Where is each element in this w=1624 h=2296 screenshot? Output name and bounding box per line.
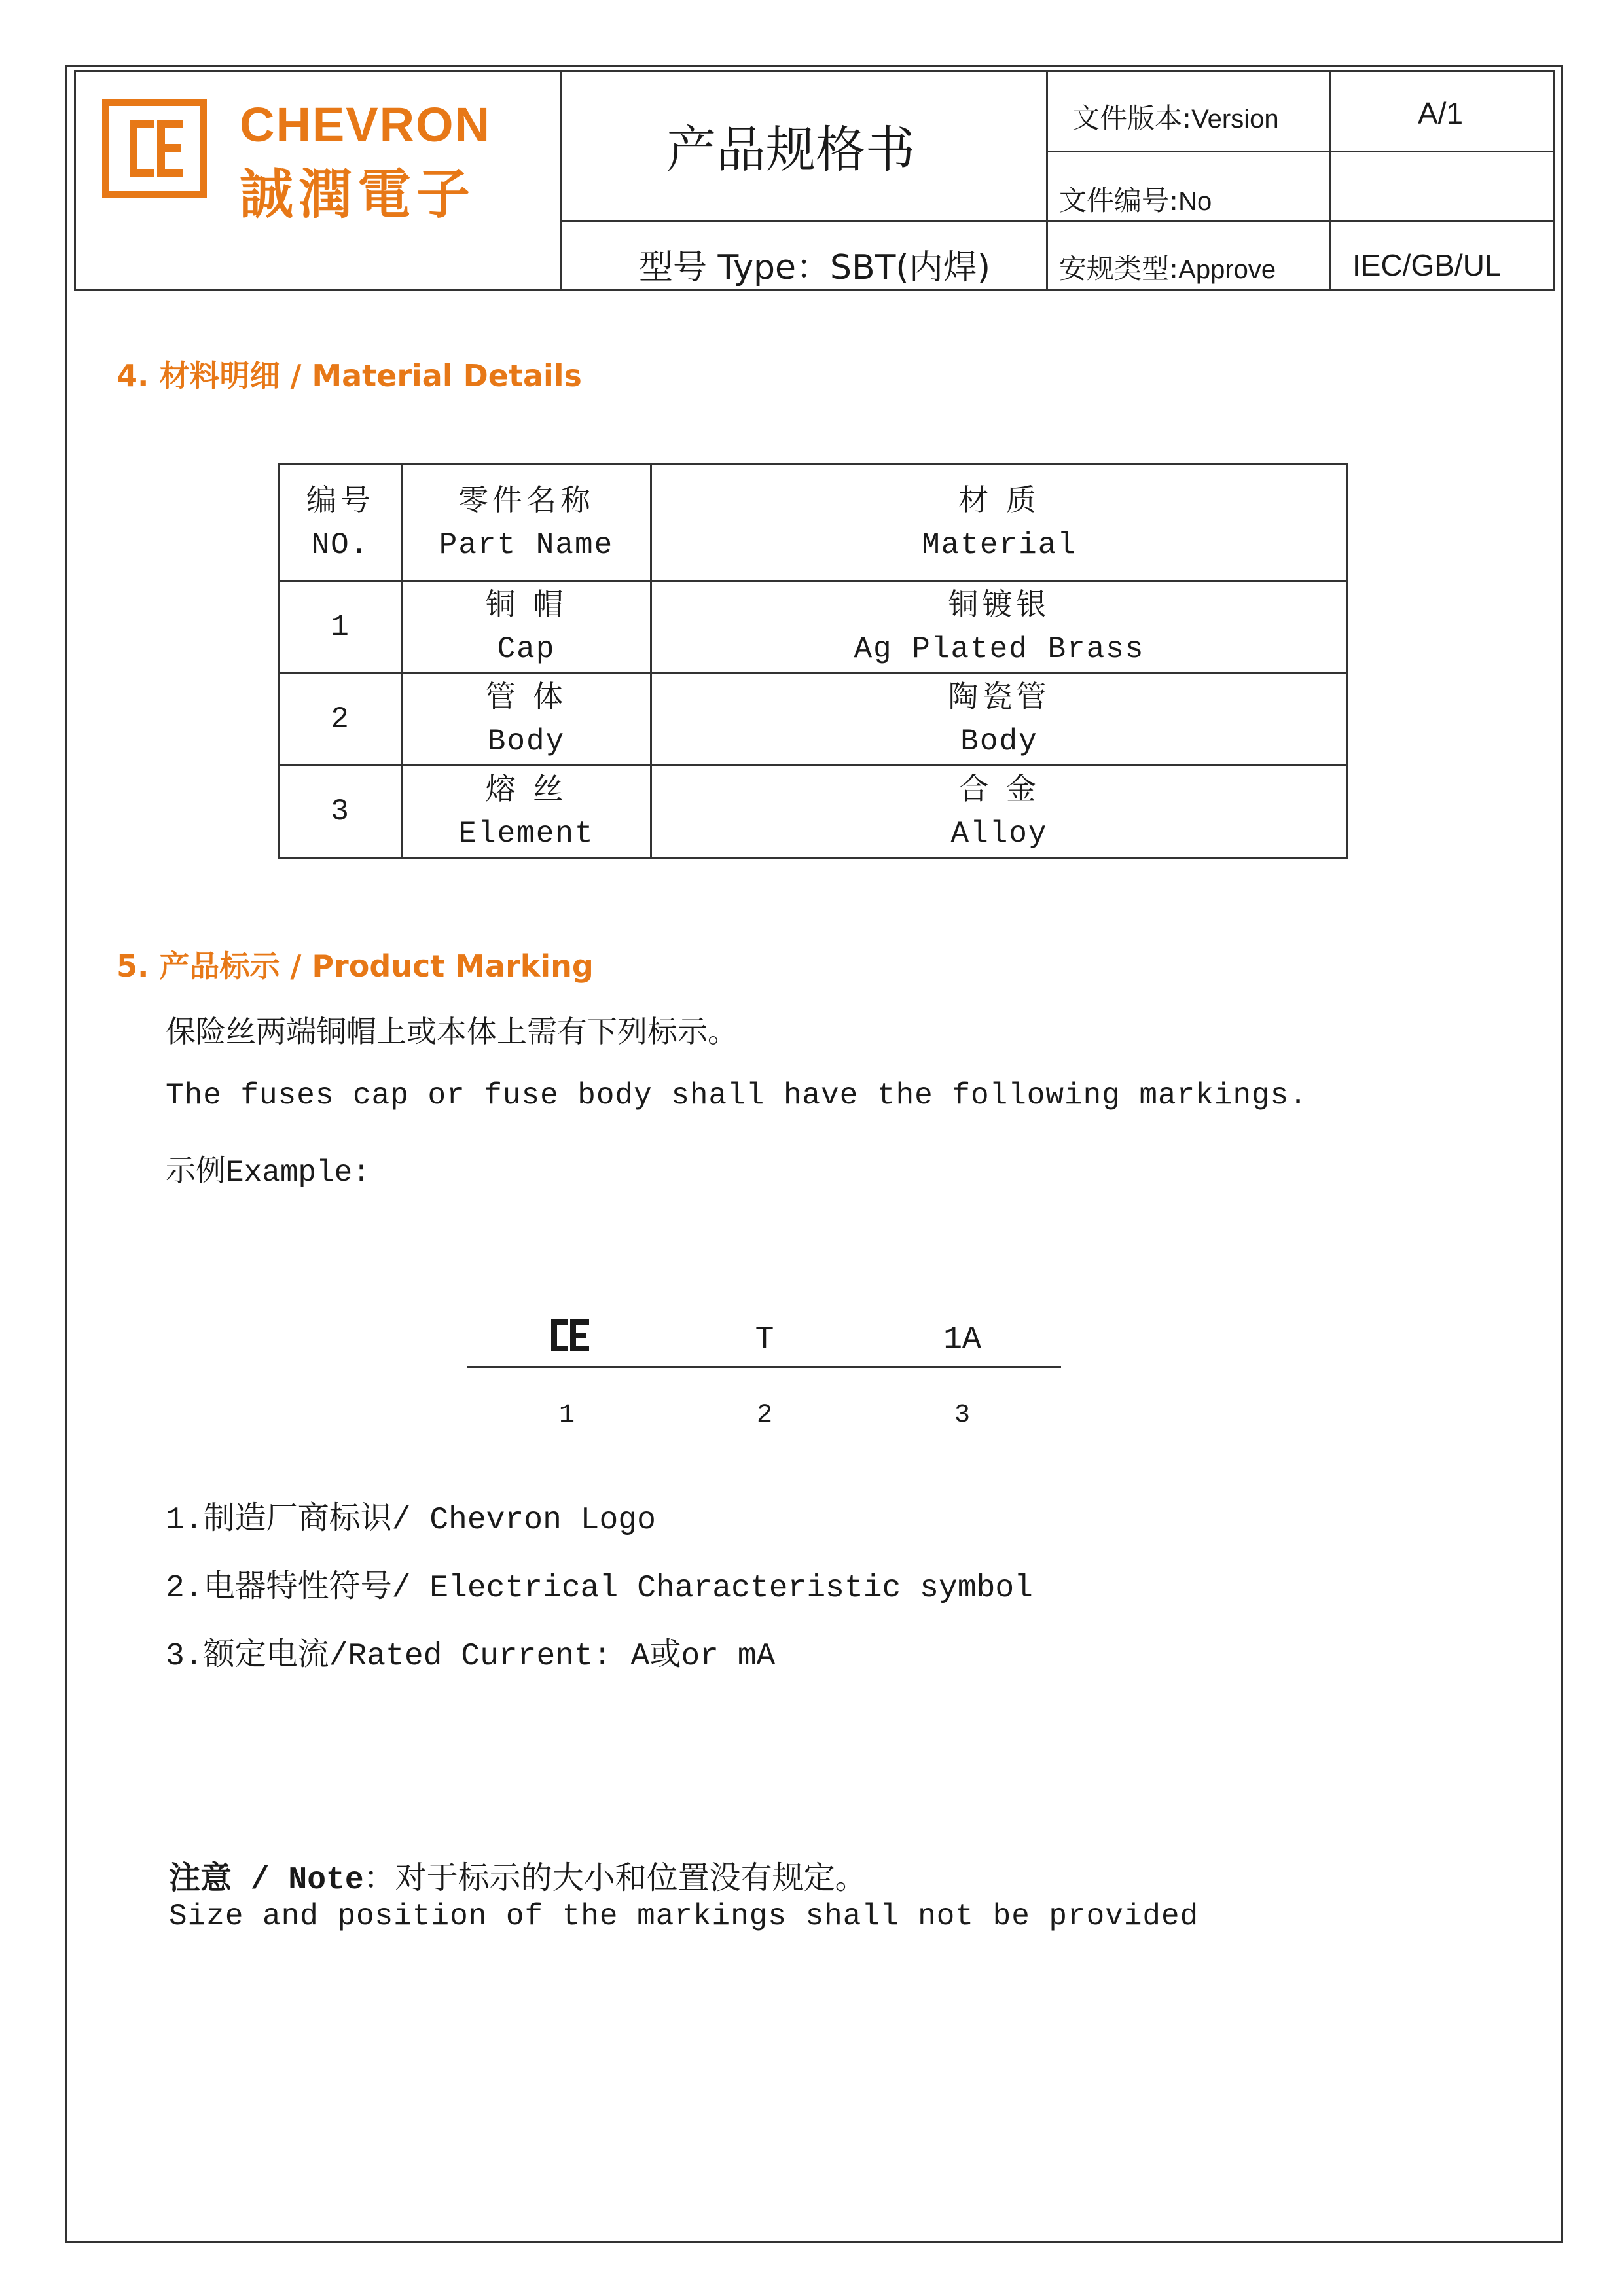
header-part-name: 零件名称 Part Name: [402, 465, 651, 581]
row-no: 3: [280, 766, 402, 858]
approve-label: 安规类型:Approve: [1059, 253, 1276, 285]
version-label: 文件版本:Version: [1072, 102, 1279, 134]
table-header-row: [280, 465, 1348, 581]
section-4-heading: 4. 材料明细 / Material Details: [117, 358, 582, 393]
note-line-en: Size and position of the markings shall not be provided: [169, 1899, 1199, 1933]
header-divider: [560, 72, 562, 289]
header-divider: [1046, 72, 1048, 289]
table-row: [280, 581, 1348, 673]
brand-name-cn: 誠潤電子: [240, 164, 476, 226]
note-label: 注意 / Note: [169, 1863, 364, 1898]
chevron-logo-icon: [102, 99, 207, 198]
chevron-logo: [102, 99, 560, 224]
header-material: 材 质 Material: [651, 465, 1348, 581]
list-item: 1.制造厂商标识/ Chevron Logo: [166, 1499, 656, 1538]
header-divider: [1329, 72, 1331, 289]
table-row: [280, 673, 1348, 766]
marking-index-1: 1: [558, 1401, 575, 1430]
row-material: 铜镀银 Ag Plated Brass: [651, 581, 1348, 673]
document-number-label: 文件编号:No: [1059, 185, 1212, 217]
row-no: 2: [280, 673, 402, 766]
chevron-mark-icon: [550, 1317, 592, 1354]
type-label: 型号 Type：SBT(内焊): [639, 248, 990, 287]
marking-index-3: 3: [954, 1401, 970, 1430]
header-divider: [560, 220, 1553, 222]
marking-symbol-current: 1A: [943, 1322, 981, 1357]
row-part: 管 体 Body: [402, 673, 651, 766]
marking-requirement-en: The fuses cap or fuse body shall have the following markings.: [166, 1079, 1308, 1113]
marking-symbol-t: T: [755, 1322, 774, 1357]
document-header: [74, 70, 1555, 291]
material-table: [278, 463, 1348, 859]
row-material: 陶瓷管 Body: [651, 673, 1348, 766]
version-value: A/1: [1418, 96, 1464, 130]
header-divider: [1046, 151, 1553, 152]
row-part: 熔 丝 Element: [402, 766, 651, 858]
list-item: 3.额定电流/Rated Current: A或or mA: [166, 1636, 776, 1674]
row-no: 1: [280, 581, 402, 673]
row-part: 铜 帽 Cap: [402, 581, 651, 673]
approve-value: IEC/GB/UL: [1352, 248, 1502, 282]
table-row: [280, 766, 1348, 858]
document-title: 产品规格书: [666, 120, 915, 179]
marking-index-2: 2: [756, 1401, 772, 1430]
example-label: 示例Example:: [166, 1153, 370, 1190]
list-item: 2.电器特性符号/ Electrical Characteristic symbol: [166, 1568, 1033, 1606]
row-material: 合 金 Alloy: [651, 766, 1348, 858]
marking-underline: [467, 1366, 1061, 1368]
marking-requirement-cn: 保险丝两端铜帽上或本体上需有下列标示。: [166, 1014, 738, 1049]
note-line-cn: 注意 / Note：对于标示的大小和位置没有规定。: [169, 1859, 867, 1898]
section-5-heading: 5. 产品标示 / Product Marking: [117, 948, 594, 984]
header-no: 编号 NO.: [280, 465, 402, 581]
brand-name-en: CHEVRON: [240, 98, 492, 152]
